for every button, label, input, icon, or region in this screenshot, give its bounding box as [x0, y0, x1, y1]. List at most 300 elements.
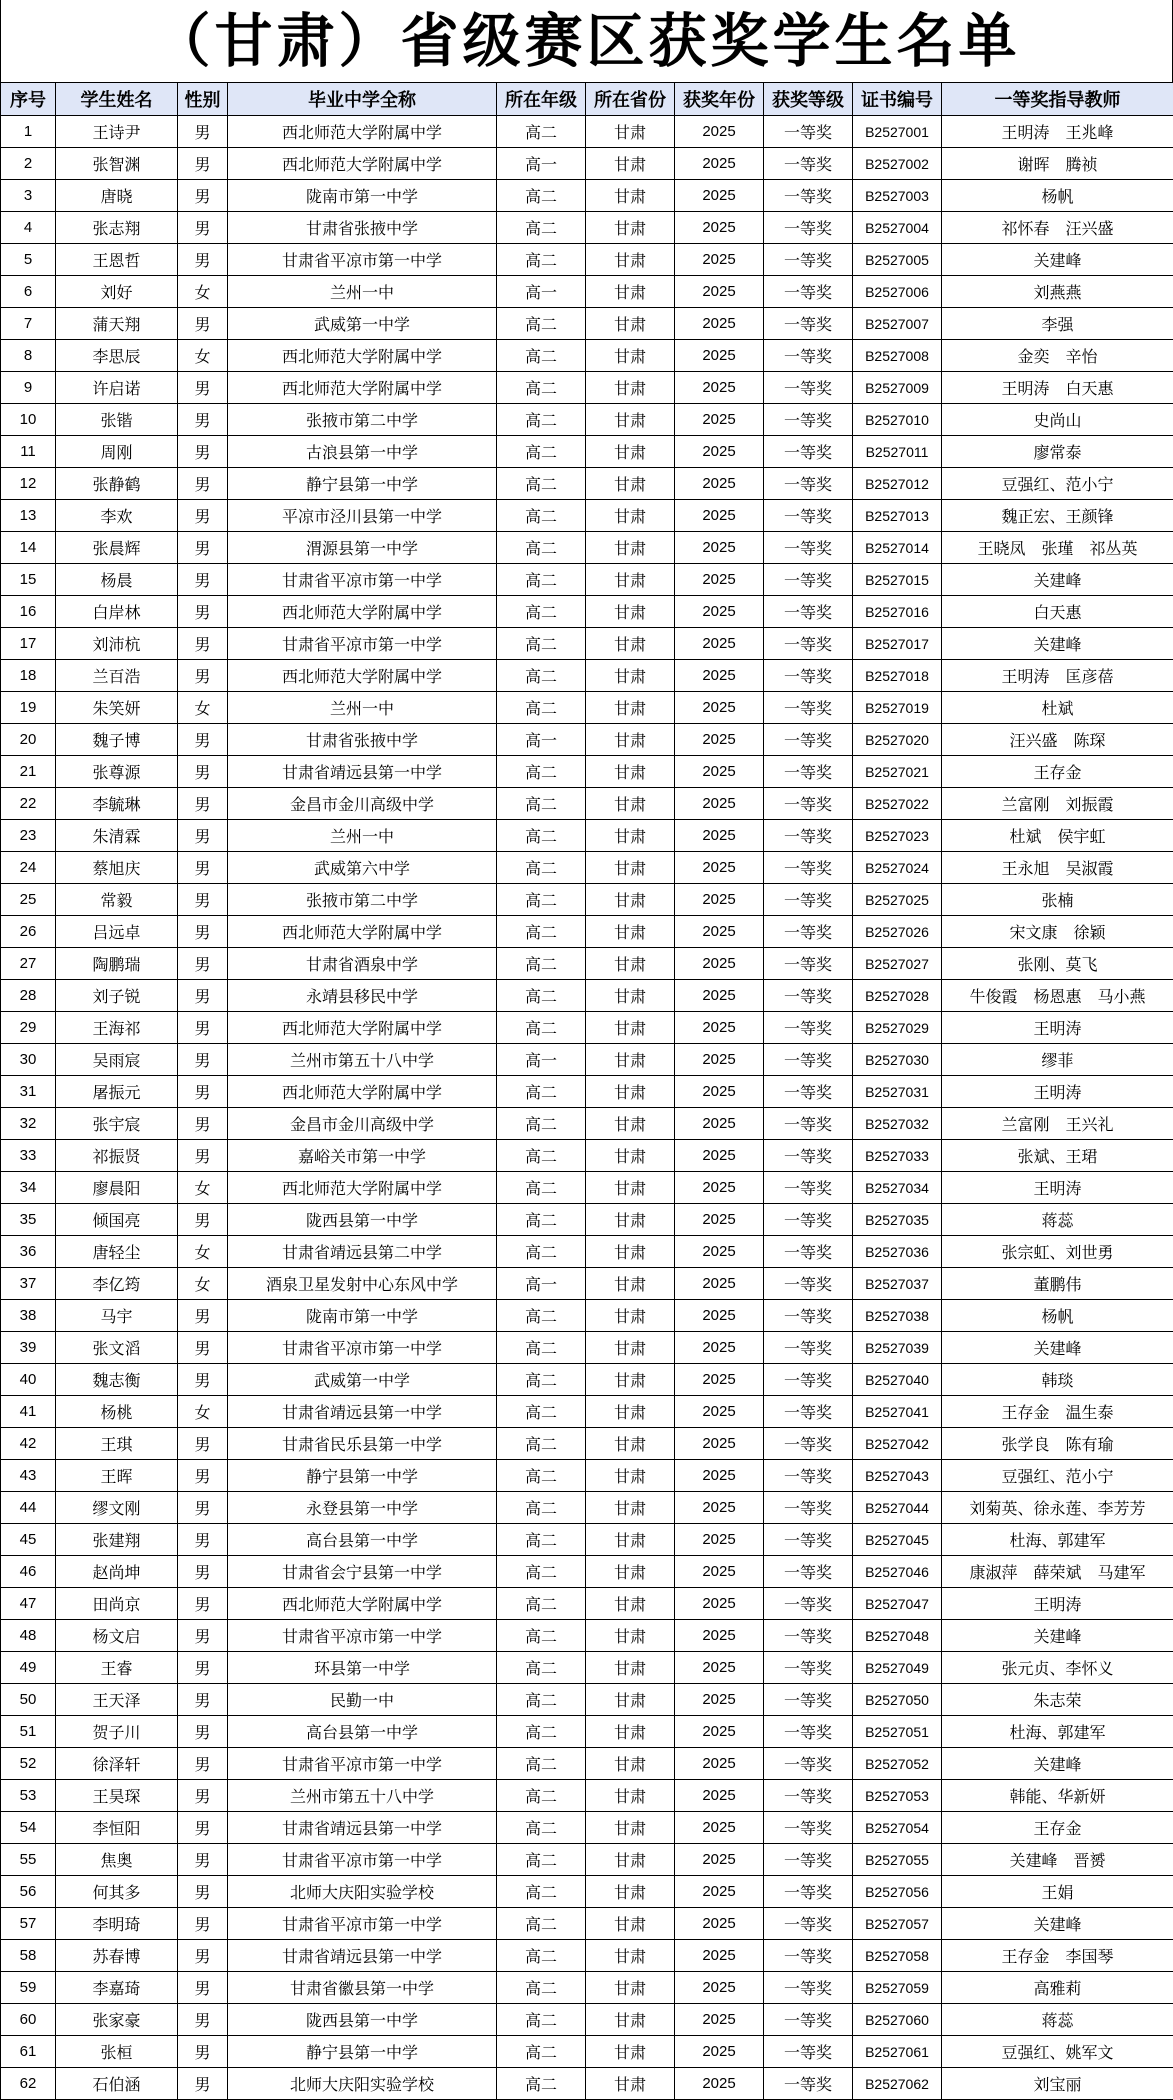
- gender-cell: 女: [178, 1268, 228, 1300]
- gender-cell: 男: [178, 1620, 228, 1652]
- award-level-cell: 一等奖: [764, 276, 853, 308]
- school-cell: 甘肃省平凉市第一中学: [228, 1748, 497, 1780]
- year-cell: 2025: [675, 1332, 764, 1364]
- gender-cell: 男: [178, 1972, 228, 2004]
- province-cell: 甘肃: [586, 1524, 675, 1556]
- teacher-cell: 廖常泰: [942, 436, 1173, 468]
- teacher-cell: 杜海、郭建军: [942, 1524, 1173, 1556]
- table-row: [1, 1108, 1173, 1140]
- school-cell: 西北师范大学附属中学: [228, 1012, 497, 1044]
- award-level-cell: 一等奖: [764, 1172, 853, 1204]
- province-cell: 甘肃: [586, 756, 675, 788]
- province-cell: 甘肃: [586, 468, 675, 500]
- grade-cell: 高二: [497, 2068, 586, 2100]
- table-row: [1, 1524, 1173, 1556]
- gender-cell: 男: [178, 980, 228, 1012]
- gender-cell: 男: [178, 1300, 228, 1332]
- index-cell: 39: [1, 1332, 56, 1364]
- teacher-cell: 张斌、王珺: [942, 1140, 1173, 1172]
- certificate-no-cell: B2527046: [853, 1556, 942, 1588]
- school-cell: 酒泉卫星发射中心东风中学: [228, 1268, 497, 1300]
- province-cell: 甘肃: [586, 660, 675, 692]
- student-name-cell: 刘沛杭: [56, 628, 178, 660]
- school-cell: 张掖市第二中学: [228, 404, 497, 436]
- student-name-cell: 杨文启: [56, 1620, 178, 1652]
- table-row: [1, 212, 1173, 244]
- student-name-cell: 魏子博: [56, 724, 178, 756]
- gender-cell: 男: [178, 1588, 228, 1620]
- index-cell: 54: [1, 1812, 56, 1844]
- index-cell: 55: [1, 1844, 56, 1876]
- gender-cell: 男: [178, 756, 228, 788]
- year-cell: 2025: [675, 1172, 764, 1204]
- award-level-cell: 一等奖: [764, 980, 853, 1012]
- province-cell: 甘肃: [586, 276, 675, 308]
- grade-cell: 高二: [497, 2004, 586, 2036]
- award-level-cell: 一等奖: [764, 852, 853, 884]
- province-cell: 甘肃: [586, 852, 675, 884]
- grade-cell: 高二: [497, 532, 586, 564]
- school-cell: 甘肃省平凉市第一中学: [228, 1332, 497, 1364]
- teacher-cell: 王存金 李国琴: [942, 1940, 1173, 1972]
- index-cell: 53: [1, 1780, 56, 1812]
- year-cell: 2025: [675, 1492, 764, 1524]
- award-level-cell: 一等奖: [764, 1876, 853, 1908]
- certificate-no-cell: B2527053: [853, 1780, 942, 1812]
- grade-cell: 高二: [497, 1396, 586, 1428]
- teacher-cell: 刘宝丽: [942, 2068, 1173, 2100]
- teacher-cell: 高雅莉: [942, 1972, 1173, 2004]
- gender-cell: 男: [178, 1684, 228, 1716]
- award-level-cell: 一等奖: [764, 532, 853, 564]
- teacher-cell: 张元贞、李怀义: [942, 1652, 1173, 1684]
- index-cell: 50: [1, 1684, 56, 1716]
- certificate-no-cell: B2527034: [853, 1172, 942, 1204]
- student-name-cell: 陶鹏瑞: [56, 948, 178, 980]
- province-cell: 甘肃: [586, 532, 675, 564]
- award-level-cell: 一等奖: [764, 1140, 853, 1172]
- teacher-cell: 王永旭 吴淑霞: [942, 852, 1173, 884]
- table-row: [1, 1556, 1173, 1588]
- gender-cell: 男: [178, 1524, 228, 1556]
- certificate-no-cell: B2527056: [853, 1876, 942, 1908]
- province-cell: 甘肃: [586, 1620, 675, 1652]
- student-name-cell: 李明琦: [56, 1908, 178, 1940]
- header-index: 序号: [1, 83, 56, 116]
- school-cell: 北师大庆阳实验学校: [228, 1876, 497, 1908]
- teacher-cell: 史尚山: [942, 404, 1173, 436]
- teacher-cell: 白天惠: [942, 596, 1173, 628]
- table-row: [1, 244, 1173, 276]
- table-row: [1, 628, 1173, 660]
- year-cell: 2025: [675, 1108, 764, 1140]
- certificate-no-cell: B2527020: [853, 724, 942, 756]
- certificate-no-cell: B2527050: [853, 1684, 942, 1716]
- gender-cell: 男: [178, 1012, 228, 1044]
- index-cell: 40: [1, 1364, 56, 1396]
- year-cell: 2025: [675, 1300, 764, 1332]
- table-row: [1, 1652, 1173, 1684]
- teacher-cell: 蒋蕊: [942, 2004, 1173, 2036]
- student-name-cell: 张尊源: [56, 756, 178, 788]
- year-cell: 2025: [675, 1428, 764, 1460]
- index-cell: 12: [1, 468, 56, 500]
- gender-cell: 男: [178, 2036, 228, 2068]
- award-level-cell: 一等奖: [764, 948, 853, 980]
- student-name-cell: 朱清霖: [56, 820, 178, 852]
- year-cell: 2025: [675, 1684, 764, 1716]
- teacher-cell: 杜斌: [942, 692, 1173, 724]
- province-cell: 甘肃: [586, 1780, 675, 1812]
- province-cell: 甘肃: [586, 1492, 675, 1524]
- school-cell: 静宁县第一中学: [228, 2036, 497, 2068]
- table-row: [1, 1012, 1173, 1044]
- teacher-cell: 王明涛 白天惠: [942, 372, 1173, 404]
- certificate-no-cell: B2527009: [853, 372, 942, 404]
- certificate-no-cell: B2527048: [853, 1620, 942, 1652]
- table-row: [1, 2004, 1173, 2036]
- certificate-no-cell: B2527037: [853, 1268, 942, 1300]
- index-cell: 27: [1, 948, 56, 980]
- year-cell: 2025: [675, 1268, 764, 1300]
- gender-cell: 男: [178, 180, 228, 212]
- teacher-cell: 王存金: [942, 756, 1173, 788]
- grade-cell: 高二: [497, 1556, 586, 1588]
- teacher-cell: 杨帆: [942, 1300, 1173, 1332]
- table-row: [1, 1268, 1173, 1300]
- grade-cell: 高二: [497, 916, 586, 948]
- teacher-cell: 宋文康 徐颖: [942, 916, 1173, 948]
- table-row: [1, 148, 1173, 180]
- grade-cell: 高二: [497, 1908, 586, 1940]
- table-row: [1, 1716, 1173, 1748]
- certificate-no-cell: B2527024: [853, 852, 942, 884]
- table-row: [1, 468, 1173, 500]
- province-cell: 甘肃: [586, 596, 675, 628]
- province-cell: 甘肃: [586, 340, 675, 372]
- year-cell: 2025: [675, 500, 764, 532]
- grade-cell: 高二: [497, 1524, 586, 1556]
- certificate-no-cell: B2527018: [853, 660, 942, 692]
- index-cell: 2: [1, 148, 56, 180]
- award-level-cell: 一等奖: [764, 820, 853, 852]
- school-cell: 西北师范大学附属中学: [228, 148, 497, 180]
- student-name-cell: 焦奥: [56, 1844, 178, 1876]
- certificate-no-cell: B2527038: [853, 1300, 942, 1332]
- province-cell: 甘肃: [586, 788, 675, 820]
- student-name-cell: 何其多: [56, 1876, 178, 1908]
- index-cell: 6: [1, 276, 56, 308]
- certificate-no-cell: B2527026: [853, 916, 942, 948]
- header-province: 所在省份: [586, 83, 675, 116]
- teacher-cell: 张宗虹、刘世勇: [942, 1236, 1173, 1268]
- index-cell: 44: [1, 1492, 56, 1524]
- teacher-cell: 关建峰: [942, 1332, 1173, 1364]
- index-cell: 62: [1, 2068, 56, 2100]
- province-cell: 甘肃: [586, 1204, 675, 1236]
- grade-cell: 高二: [497, 1108, 586, 1140]
- year-cell: 2025: [675, 788, 764, 820]
- award-level-cell: 一等奖: [764, 724, 853, 756]
- grade-cell: 高一: [497, 1044, 586, 1076]
- grade-cell: 高二: [497, 1460, 586, 1492]
- school-cell: 永靖县移民中学: [228, 980, 497, 1012]
- table-row: [1, 788, 1173, 820]
- certificate-no-cell: B2527022: [853, 788, 942, 820]
- teacher-cell: 王存金: [942, 1812, 1173, 1844]
- student-name-cell: 朱笑妍: [56, 692, 178, 724]
- award-level-cell: 一等奖: [764, 1204, 853, 1236]
- certificate-no-cell: B2527057: [853, 1908, 942, 1940]
- award-level-cell: 一等奖: [764, 756, 853, 788]
- year-cell: 2025: [675, 276, 764, 308]
- student-name-cell: 蔡旭庆: [56, 852, 178, 884]
- header-school: 毕业中学全称: [228, 83, 497, 116]
- gender-cell: 男: [178, 500, 228, 532]
- year-cell: 2025: [675, 628, 764, 660]
- teacher-cell: 董鹏伟: [942, 1268, 1173, 1300]
- school-cell: 西北师范大学附属中学: [228, 340, 497, 372]
- school-cell: 西北师范大学附属中学: [228, 116, 497, 148]
- school-cell: 陇南市第一中学: [228, 180, 497, 212]
- teacher-cell: 王明涛 匡彦蓓: [942, 660, 1173, 692]
- certificate-no-cell: B2527045: [853, 1524, 942, 1556]
- gender-cell: 男: [178, 1780, 228, 1812]
- teacher-cell: 关建峰: [942, 1620, 1173, 1652]
- province-cell: 甘肃: [586, 1652, 675, 1684]
- student-name-cell: 许启诺: [56, 372, 178, 404]
- index-cell: 43: [1, 1460, 56, 1492]
- award-level-cell: 一等奖: [764, 1844, 853, 1876]
- student-name-cell: 杨桃: [56, 1396, 178, 1428]
- province-cell: 甘肃: [586, 980, 675, 1012]
- award-level-cell: 一等奖: [764, 1044, 853, 1076]
- award-level-cell: 一等奖: [764, 468, 853, 500]
- index-cell: 58: [1, 1940, 56, 1972]
- student-name-cell: 王昊琛: [56, 1780, 178, 1812]
- table-row: [1, 404, 1173, 436]
- table-row: [1, 916, 1173, 948]
- table-row: [1, 1972, 1173, 2004]
- student-name-cell: 廖晨阳: [56, 1172, 178, 1204]
- province-cell: 甘肃: [586, 1940, 675, 1972]
- year-cell: 2025: [675, 1204, 764, 1236]
- year-cell: 2025: [675, 884, 764, 916]
- header-certificate-no: 证书编号: [853, 83, 942, 116]
- school-cell: 金昌市金川高级中学: [228, 1108, 497, 1140]
- header-year: 获奖年份: [675, 83, 764, 116]
- table-row: [1, 1844, 1173, 1876]
- teacher-cell: 蒋蕊: [942, 1204, 1173, 1236]
- index-cell: 57: [1, 1908, 56, 1940]
- year-cell: 2025: [675, 1460, 764, 1492]
- student-name-cell: 周刚: [56, 436, 178, 468]
- student-name-cell: 白岸林: [56, 596, 178, 628]
- index-cell: 61: [1, 2036, 56, 2068]
- gender-cell: 男: [178, 1844, 228, 1876]
- grade-cell: 高二: [497, 660, 586, 692]
- index-cell: 18: [1, 660, 56, 692]
- teacher-cell: 杜海、郭建军: [942, 1716, 1173, 1748]
- province-cell: 甘肃: [586, 1876, 675, 1908]
- table-row: [1, 756, 1173, 788]
- grade-cell: 高二: [497, 596, 586, 628]
- student-name-cell: 张宇宸: [56, 1108, 178, 1140]
- province-cell: 甘肃: [586, 724, 675, 756]
- province-cell: 甘肃: [586, 1236, 675, 1268]
- gender-cell: 男: [178, 1332, 228, 1364]
- grade-cell: 高二: [497, 852, 586, 884]
- award-level-cell: 一等奖: [764, 1364, 853, 1396]
- table-row: [1, 948, 1173, 980]
- student-name-cell: 张锴: [56, 404, 178, 436]
- gender-cell: 男: [178, 1492, 228, 1524]
- gender-cell: 男: [178, 1556, 228, 1588]
- gender-cell: 男: [178, 2068, 228, 2100]
- grade-cell: 高二: [497, 1780, 586, 1812]
- year-cell: 2025: [675, 692, 764, 724]
- grade-cell: 高二: [497, 436, 586, 468]
- student-name-cell: 赵尚坤: [56, 1556, 178, 1588]
- province-cell: 甘肃: [586, 180, 675, 212]
- index-cell: 36: [1, 1236, 56, 1268]
- student-name-cell: 徐泽轩: [56, 1748, 178, 1780]
- year-cell: 2025: [675, 308, 764, 340]
- gender-cell: 男: [178, 916, 228, 948]
- gender-cell: 男: [178, 212, 228, 244]
- grade-cell: 高二: [497, 500, 586, 532]
- certificate-no-cell: B2527023: [853, 820, 942, 852]
- index-cell: 25: [1, 884, 56, 916]
- index-cell: 16: [1, 596, 56, 628]
- student-name-cell: 吕远卓: [56, 916, 178, 948]
- grade-cell: 高二: [497, 564, 586, 596]
- year-cell: 2025: [675, 1780, 764, 1812]
- award-level-cell: 一等奖: [764, 1716, 853, 1748]
- gender-cell: 男: [178, 1204, 228, 1236]
- table-row: [1, 1236, 1173, 1268]
- year-cell: 2025: [675, 244, 764, 276]
- award-level-cell: 一等奖: [764, 1812, 853, 1844]
- province-cell: 甘肃: [586, 1460, 675, 1492]
- province-cell: 甘肃: [586, 1012, 675, 1044]
- table-row: [1, 884, 1173, 916]
- grade-cell: 高二: [497, 948, 586, 980]
- index-cell: 49: [1, 1652, 56, 1684]
- school-cell: 静宁县第一中学: [228, 1460, 497, 1492]
- province-cell: 甘肃: [586, 436, 675, 468]
- gender-cell: 男: [178, 148, 228, 180]
- index-cell: 32: [1, 1108, 56, 1140]
- year-cell: 2025: [675, 1524, 764, 1556]
- teacher-cell: 关建峰 晋赟: [942, 1844, 1173, 1876]
- award-level-cell: 一等奖: [764, 1268, 853, 1300]
- student-name-cell: 李恒阳: [56, 1812, 178, 1844]
- school-cell: 甘肃省会宁县第一中学: [228, 1556, 497, 1588]
- school-cell: 甘肃省民乐县第一中学: [228, 1428, 497, 1460]
- certificate-no-cell: B2527039: [853, 1332, 942, 1364]
- grade-cell: 高二: [497, 756, 586, 788]
- certificate-no-cell: B2527013: [853, 500, 942, 532]
- school-cell: 甘肃省平凉市第一中学: [228, 1620, 497, 1652]
- index-cell: 26: [1, 916, 56, 948]
- school-cell: 西北师范大学附属中学: [228, 372, 497, 404]
- table-header-row: [1, 83, 1173, 116]
- certificate-no-cell: B2527032: [853, 1108, 942, 1140]
- student-name-cell: 张志翔: [56, 212, 178, 244]
- year-cell: 2025: [675, 1844, 764, 1876]
- index-cell: 33: [1, 1140, 56, 1172]
- year-cell: 2025: [675, 852, 764, 884]
- table-row: [1, 1684, 1173, 1716]
- grade-cell: 高二: [497, 820, 586, 852]
- award-level-cell: 一等奖: [764, 340, 853, 372]
- year-cell: 2025: [675, 532, 764, 564]
- province-cell: 甘肃: [586, 2068, 675, 2100]
- province-cell: 甘肃: [586, 1428, 675, 1460]
- year-cell: 2025: [675, 2004, 764, 2036]
- certificate-no-cell: B2527044: [853, 1492, 942, 1524]
- year-cell: 2025: [675, 564, 764, 596]
- year-cell: 2025: [675, 1076, 764, 1108]
- year-cell: 2025: [675, 820, 764, 852]
- year-cell: 2025: [675, 1044, 764, 1076]
- year-cell: 2025: [675, 1716, 764, 1748]
- index-cell: 7: [1, 308, 56, 340]
- student-name-cell: 吴雨宸: [56, 1044, 178, 1076]
- grade-cell: 高二: [497, 372, 586, 404]
- certificate-no-cell: B2527007: [853, 308, 942, 340]
- year-cell: 2025: [675, 1748, 764, 1780]
- teacher-cell: 王明涛 王兆峰: [942, 116, 1173, 148]
- award-level-cell: 一等奖: [764, 404, 853, 436]
- award-level-cell: 一等奖: [764, 628, 853, 660]
- index-cell: 48: [1, 1620, 56, 1652]
- school-cell: 甘肃省平凉市第一中学: [228, 1908, 497, 1940]
- student-name-cell: 唐轻尘: [56, 1236, 178, 1268]
- index-cell: 52: [1, 1748, 56, 1780]
- table-row: [1, 1620, 1173, 1652]
- index-cell: 38: [1, 1300, 56, 1332]
- school-cell: 古浪县第一中学: [228, 436, 497, 468]
- year-cell: 2025: [675, 660, 764, 692]
- student-name-cell: 李毓琳: [56, 788, 178, 820]
- year-cell: 2025: [675, 1588, 764, 1620]
- certificate-no-cell: B2527004: [853, 212, 942, 244]
- year-cell: 2025: [675, 1620, 764, 1652]
- grade-cell: 高二: [497, 1684, 586, 1716]
- student-name-cell: 刘好: [56, 276, 178, 308]
- award-level-cell: 一等奖: [764, 564, 853, 596]
- school-cell: 永登县第一中学: [228, 1492, 497, 1524]
- index-cell: 11: [1, 436, 56, 468]
- table-row: [1, 340, 1173, 372]
- certificate-no-cell: B2527019: [853, 692, 942, 724]
- award-level-cell: 一等奖: [764, 244, 853, 276]
- gender-cell: 男: [178, 1716, 228, 1748]
- gender-cell: 男: [178, 628, 228, 660]
- table-row: [1, 372, 1173, 404]
- teacher-cell: 关建峰: [942, 628, 1173, 660]
- award-level-cell: 一等奖: [764, 1012, 853, 1044]
- student-name-cell: 王晖: [56, 1460, 178, 1492]
- teacher-cell: 韩能、华新妍: [942, 1780, 1173, 1812]
- teacher-cell: 关建峰: [942, 1748, 1173, 1780]
- table-row: [1, 532, 1173, 564]
- grade-cell: 高二: [497, 1140, 586, 1172]
- index-cell: 60: [1, 2004, 56, 2036]
- student-name-cell: 李欢: [56, 500, 178, 532]
